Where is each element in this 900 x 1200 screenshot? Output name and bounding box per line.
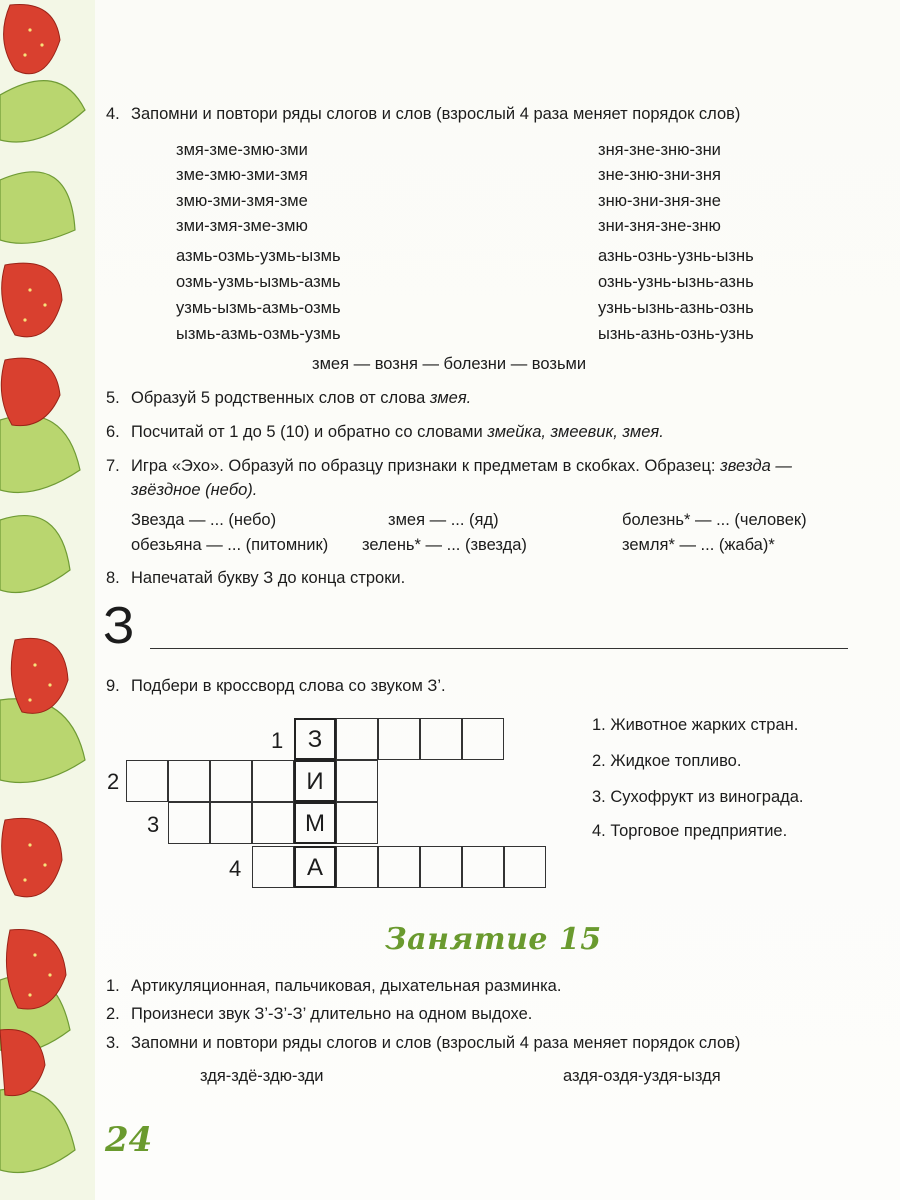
syllable-row: азнь-ознь-узнь-ызнь xyxy=(598,247,754,265)
crossword-key-cell[interactable]: М xyxy=(294,802,336,844)
task-italic-word: змея. xyxy=(429,389,472,407)
crossword-cell[interactable] xyxy=(210,760,252,802)
clue: 3. Сухофрукт из винограда. xyxy=(592,788,804,806)
crossword-cell[interactable] xyxy=(378,718,420,760)
task-text: Артикуляционная, пальчиковая, дыхательная разминка. xyxy=(131,977,562,995)
syllable-row: озмь-узмь-ызмь-азмь xyxy=(176,273,341,291)
row-number: 4 xyxy=(229,856,242,881)
syllable-row: ызнь-азнь-ознь-узнь xyxy=(598,325,754,343)
crossword-cell[interactable] xyxy=(336,802,378,844)
task-number: 9. xyxy=(106,677,120,695)
exercise-item: зелень* — ... (звезда) xyxy=(362,536,527,554)
crossword-key-cell[interactable]: И xyxy=(294,760,336,802)
crossword-cell[interactable] xyxy=(504,846,546,888)
page-number: 24 xyxy=(105,1120,153,1160)
crossword-cell[interactable] xyxy=(462,718,504,760)
task-italic-words: змейка, змеевик, змея. xyxy=(487,423,664,441)
task-text-example: звёздное (небо). xyxy=(131,481,258,499)
syllable-row: зми-змя-зме-змю xyxy=(176,217,308,235)
exercise-item: болезнь* — ... (человек) xyxy=(622,511,807,529)
task-text: Посчитай от 1 до 5 (10) и обратно со словами змейка, змеевик, змея. xyxy=(131,423,664,441)
task-text: Произнеси звук З’-З’-З’ длительно на одном выдохе. xyxy=(131,1005,533,1023)
clue: 2. Жидкое топливо. xyxy=(592,752,742,770)
task-text: Образуй 5 родственных слов от слова змея. xyxy=(131,389,472,407)
crossword-cell[interactable] xyxy=(210,802,252,844)
task-number: 5. xyxy=(106,389,120,407)
syllable-row: узнь-ызнь-азнь-ознь xyxy=(598,299,754,317)
task-number: 3. xyxy=(106,1034,120,1052)
crossword-key-cell[interactable]: А xyxy=(294,846,336,888)
letter-sample: З xyxy=(103,597,135,655)
lesson-title: Занятие 15 xyxy=(385,922,602,957)
crossword-cell[interactable] xyxy=(336,760,378,802)
syllable-row: зня-зне-зню-зни xyxy=(598,141,721,159)
syllable-row: аздя-оздя-уздя-ыздя xyxy=(563,1067,721,1085)
crossword-cell[interactable] xyxy=(462,846,504,888)
exercise-item: Звезда — ... (небо) xyxy=(131,511,277,529)
syllable-row: змю-зми-змя-зме xyxy=(176,192,308,210)
task-number: 4. xyxy=(106,105,120,123)
crossword-cell[interactable] xyxy=(252,802,294,844)
task-number: 2. xyxy=(106,1005,120,1023)
syllable-row: азмь-озмь-узмь-ызмь xyxy=(176,247,341,265)
syllable-row: здя-здё-здю-зди xyxy=(200,1067,324,1085)
task-number: 8. xyxy=(106,569,120,587)
exercise-item: земля* — ... (жаба)* xyxy=(622,536,775,554)
syllable-row: ызмь-азмь-озмь-узмь xyxy=(176,325,341,343)
crossword-cell[interactable] xyxy=(378,846,420,888)
crossword-cell[interactable] xyxy=(252,846,294,888)
syllable-row: ознь-узнь-ызнь-азнь xyxy=(598,273,754,291)
crossword-cell[interactable] xyxy=(168,760,210,802)
crossword-cell[interactable] xyxy=(420,718,462,760)
exercise-item: змея — ... (яд) xyxy=(388,511,499,529)
writing-line[interactable] xyxy=(150,648,848,649)
task-number: 6. xyxy=(106,423,120,441)
syllable-row: змя-зме-змю-зми xyxy=(176,141,308,159)
task-number: 1. xyxy=(106,977,120,995)
task-text: Подбери в кроссворд слова со звуком З’. xyxy=(131,677,446,695)
exercise-item: обезьяна — ... (питомник) xyxy=(131,536,329,554)
row-number: 3 xyxy=(147,812,160,837)
syllable-row: зни-зня-зне-зню xyxy=(598,217,721,235)
row-number: 2 xyxy=(107,769,120,794)
task-text: Запомни и повтори ряды слогов и слов (взрослый 4 раза меняет порядок слов) xyxy=(131,1034,741,1052)
syllable-row: зме-змю-зми-змя xyxy=(176,166,308,184)
syllable-row: зне-зню-зни-зня xyxy=(598,166,721,184)
crossword-cell[interactable] xyxy=(420,846,462,888)
crossword-cell[interactable] xyxy=(168,802,210,844)
clue: 4. Торговое предприятие. xyxy=(592,822,788,840)
task-text: Игра «Эхо». Образуй по образцу признаки к предметам в скобках. Образец: звезда — xyxy=(131,457,792,475)
strawberry-border xyxy=(0,0,95,1200)
task-text: Запомни и повтори ряды слогов и слов (взрослый 4 раза меняет порядок слов) xyxy=(131,105,741,123)
crossword-cell[interactable] xyxy=(336,718,378,760)
clue: 1. Животное жарких стран. xyxy=(592,716,799,734)
word-series: змея — возня — болезни — возьми xyxy=(312,355,587,373)
task-text: Напечатай букву З до конца строки. xyxy=(131,569,406,587)
syllable-row: узмь-ызмь-азмь-озмь xyxy=(176,299,341,317)
syllable-row: зню-зни-зня-зне xyxy=(598,192,721,210)
task-number: 7. xyxy=(106,457,120,475)
crossword-key-cell[interactable]: З xyxy=(294,718,336,760)
row-number: 1 xyxy=(271,728,284,753)
crossword-cell[interactable] xyxy=(336,846,378,888)
crossword-cell[interactable] xyxy=(252,760,294,802)
crossword-cell[interactable] xyxy=(126,760,168,802)
